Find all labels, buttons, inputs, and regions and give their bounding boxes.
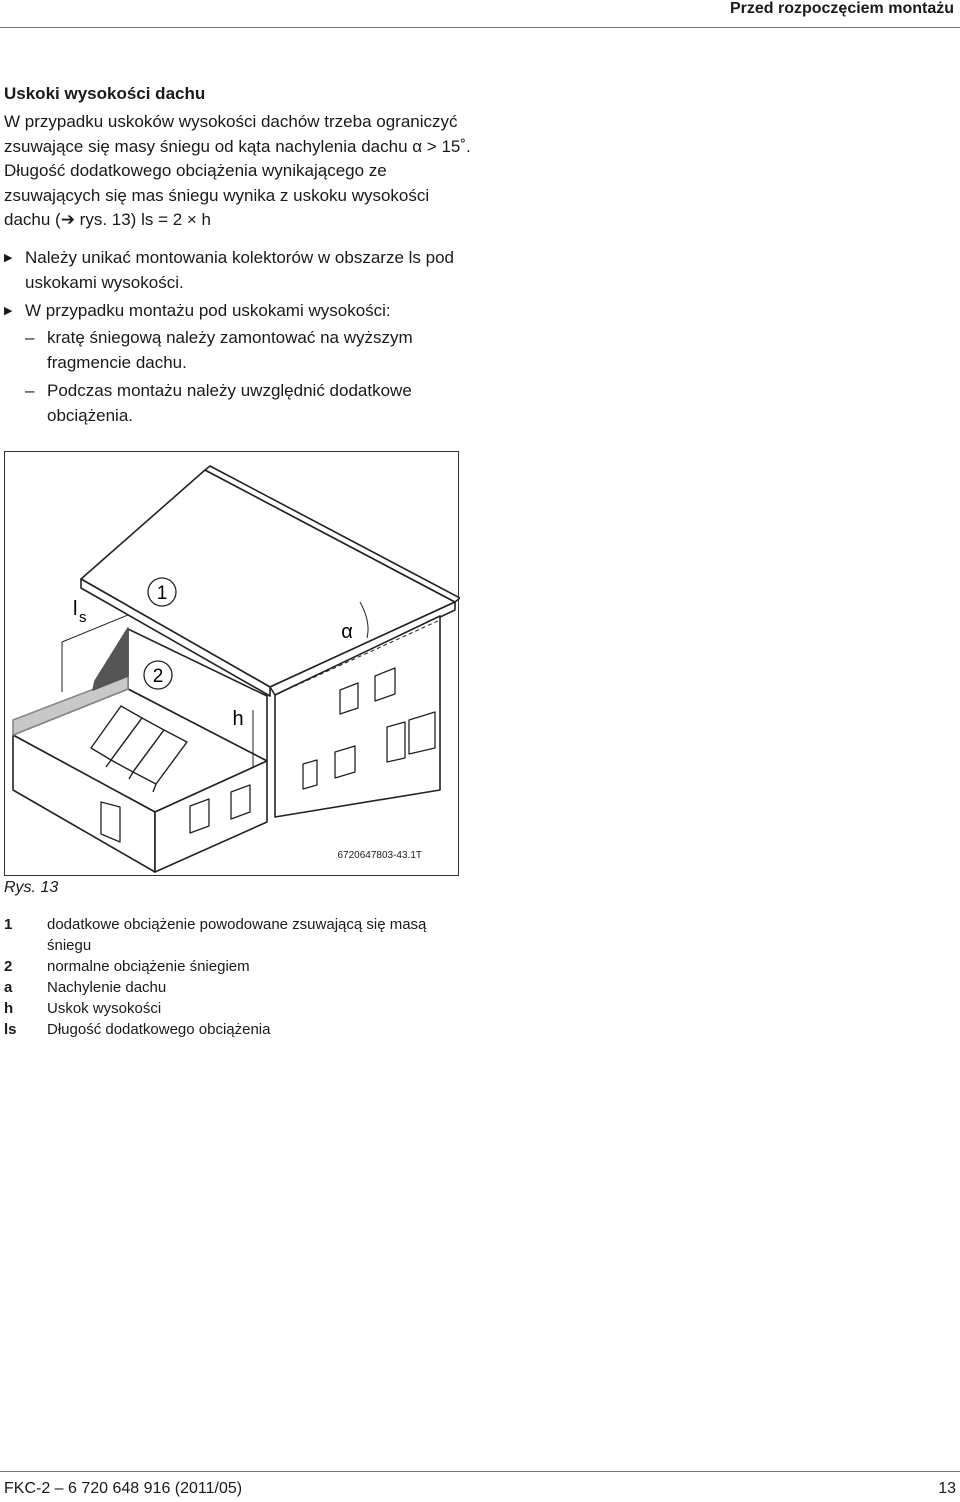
legend-value: normalne obciążenie śniegiem bbox=[47, 958, 250, 975]
ls-leader bbox=[62, 615, 128, 642]
legend-value: dodatkowe obciążenie powodowane zsuwającą się masą śniegu bbox=[47, 916, 427, 954]
figure-code: 6720647803-43.1T bbox=[337, 850, 422, 861]
triangle-bullet-icon: ▶ bbox=[4, 305, 13, 317]
legend-value: Długość dodatkowego obciążenia bbox=[47, 1021, 271, 1038]
legend-row bbox=[4, 1019, 474, 1040]
figure-label-1: 1 bbox=[156, 583, 168, 604]
legend-row bbox=[4, 998, 474, 1019]
dash-marker: – bbox=[25, 328, 35, 347]
intro-paragraph: W przypadku uskoków wysokości dachów trzeba ograniczyć zsuwające się masy śniegu od kąta nachylenia dachu α > 15˚. Długość dodatkowego obciążenia wynikającego ze zsuwających się mas śniegu wynika z uskoku wysokości dachu (➔ rys. 13) ls = 2 × h bbox=[4, 112, 471, 229]
footer-page-number: 13 bbox=[938, 1480, 956, 1497]
figure-label-h: h bbox=[232, 708, 244, 730]
figure-house-illustration bbox=[4, 451, 459, 876]
footer-divider bbox=[0, 1471, 960, 1472]
legend-row bbox=[4, 914, 474, 956]
figure-label-alpha: α bbox=[341, 621, 353, 643]
legend-key: h bbox=[4, 1000, 14, 1017]
legend-key: 1 bbox=[4, 916, 13, 933]
bullet-text: W przypadku montażu pod uskokami wysokości: bbox=[25, 301, 391, 320]
bullet-text: Należy unikać montowania kolektorów w obszarze ls pod uskokami wysokości. bbox=[25, 248, 454, 292]
figure-legend bbox=[4, 914, 474, 1040]
legend-value: Uskok wysokości bbox=[47, 1000, 162, 1017]
page-header-title: Przed rozpoczęciem montażu bbox=[729, 0, 954, 17]
dash-text: kratę śniegową należy zamontować na wyższym fragmencie dachu. bbox=[47, 328, 413, 372]
legend-key: ls bbox=[4, 1021, 17, 1038]
legend-key: 2 bbox=[4, 958, 13, 975]
figure-label-ls: l bbox=[73, 598, 78, 620]
legend-key: a bbox=[4, 979, 13, 996]
legend-row bbox=[4, 977, 474, 998]
header-divider bbox=[0, 27, 960, 28]
legend-value: Nachylenie dachu bbox=[47, 979, 167, 996]
figure-label-2: 2 bbox=[152, 666, 164, 687]
section-title: Uskoki wysokości dachu bbox=[4, 84, 206, 103]
dash-marker: – bbox=[25, 381, 35, 400]
figure-label-ls-sub: s bbox=[79, 609, 87, 626]
dash-text: Podczas montażu należy uwzględnić dodatkowe obciążenia. bbox=[47, 381, 412, 425]
footer-doc-id: FKC-2 – 6 720 648 916 (2011/05) bbox=[4, 1480, 243, 1497]
house-drawing bbox=[5, 452, 460, 877]
figure-caption: Rys. 13 bbox=[4, 879, 59, 896]
triangle-bullet-icon: ▶ bbox=[4, 252, 13, 264]
legend-row bbox=[4, 956, 474, 977]
